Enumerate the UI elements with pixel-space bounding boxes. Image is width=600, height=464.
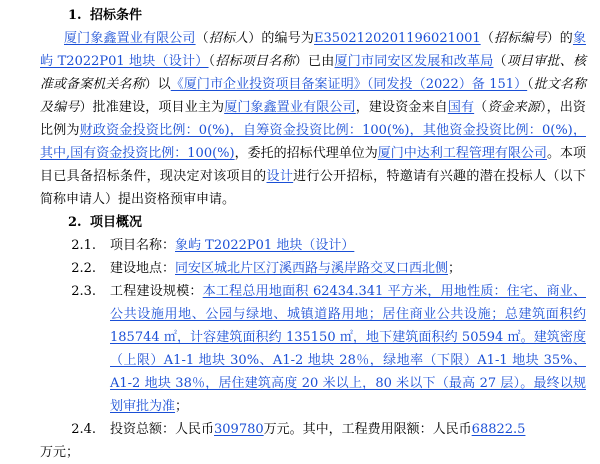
- paragraph-text: ）的编号为: [248, 31, 315, 46]
- paragraph-text: （: [527, 77, 534, 92]
- item-label: 建设地点：: [110, 261, 176, 276]
- paragraph-text: ，建设资金来自: [355, 100, 448, 115]
- item-number: 2.4.: [71, 422, 96, 437]
- scale-value: 本工程总用地面积 62434.341 平方米，用地性质：住宅、商业、公共设施用地、公园与绿地、城镇道路用地；居住商业公共设施；总建筑面积约 185744 ㎡，计容建筑面积约 135150 ㎡，地下建筑面积约 50594 ㎡。建筑密度（上限）A1-1 地块 30%、A1-2 地块 28％，绿地率（下限）A1-1 地块 35%、A1-2 地块 38％，居住建筑高度 20 米以上，80 米以下（最高 27 层）。最终以规划审批为准: [110, 284, 586, 414]
- field-caption: 资金来源: [487, 100, 540, 115]
- paragraph-text: （: [480, 31, 494, 46]
- paragraph-text: 进行公开招标，特邀请有兴趣的潜在投标人（以下简称申请人）提出资格预审申请。: [40, 169, 586, 207]
- paragraph-text: ）批准建设，项目业主为: [79, 100, 225, 115]
- filled-field: 设计: [266, 169, 294, 184]
- paragraph-text: （: [195, 31, 209, 46]
- total-investment-value: 309780: [214, 422, 264, 437]
- item-2-4-continuation: 万元；: [40, 445, 80, 460]
- item-2-1: [40, 234, 586, 257]
- section-2-heading: [68, 211, 586, 234]
- section-2-title: 项目概况: [90, 215, 143, 230]
- engineering-cost-value: 68822.5: [471, 422, 526, 437]
- paragraph-text: ）的: [546, 31, 573, 46]
- field-caption: 批文名称及编号: [40, 77, 586, 115]
- item-2-2: 2.2. 建设地点：同安区城北片区汀溪西路与溪岸路交叉口西北侧；: [40, 257, 586, 280]
- item-2-4: 2.4. 投资总额：人民币309780万元。其中，工程费用限额：人民币68822.5: [40, 418, 586, 441]
- paragraph-text: ）已由: [294, 54, 335, 69]
- section-1-number: 1.: [68, 8, 82, 23]
- field-caption: 项目审批、核准或备案机关名称: [40, 54, 586, 92]
- paragraph-text: （: [493, 54, 507, 69]
- item-label: 工程建设规模：: [110, 284, 203, 299]
- filled-field: 厦门象鑫置业有限公司: [64, 31, 196, 46]
- filled-field: 《厦门市企业投资项目备案证明》（同发投（2022）备 151）: [170, 77, 528, 92]
- item-2-3: 2.3. 工程建设规模：本工程总用地面积 62434.341 平方米，用地性质：住宅、商业、公共设施用地、公园与绿地、城镇道路用地；居住商业公共设施；总建筑面积约 185744 ㎡，计容建筑面积约 135150 ㎡，地下建筑面积约 50594 ㎡。建筑密度（上限）A1-1 地块 30%、A1-2 地块 28％，绿地率（下限）A1-1 地块 35%、A1-2 地块 38％，居住建筑高度 20 米以上，80 米以下（最高 27 层）。最终以规划审批为准；: [40, 280, 586, 418]
- field-caption: 招标编号: [494, 31, 547, 46]
- location-value: 同安区城北片区汀溪西路与溪岸路交叉口西北侧: [175, 261, 449, 276]
- item-number: 2.3.: [71, 284, 96, 299]
- paragraph-text: ）以: [144, 77, 171, 92]
- item-number: 2.2.: [71, 261, 96, 276]
- filled-field: 财政资金投资比例：0(%)，自筹资金投资比例：100(%)，其他资金投资比例：0(%)，其中,国有资金投资比例：100(%): [40, 123, 586, 161]
- paragraph-text: （: [474, 100, 488, 115]
- filled-field: 厦门市同安区发展和改革局: [334, 54, 494, 69]
- filled-field: E3502120201196021001: [314, 31, 481, 46]
- section-2-number: 2.: [68, 215, 82, 230]
- filled-field: 象屿 T2022P01 地块（设计）: [40, 31, 586, 69]
- item-number: 2.1.: [71, 238, 96, 253]
- section-1-title: 招标条件: [90, 8, 143, 23]
- paragraph-text: 。本项目已具备招标条件，现决定对该项目的: [40, 146, 586, 184]
- filled-field: 厦门象鑫置业有限公司: [224, 100, 356, 115]
- section-1-paragraph: [40, 27, 586, 211]
- section-1-heading: [68, 4, 586, 27]
- filled-field: 厦门中达利工程管理有限公司: [377, 146, 547, 161]
- paragraph-text: ），出资比例为: [40, 100, 586, 138]
- item-label: 项目名称：: [110, 238, 176, 253]
- field-caption: 招标项目名称: [215, 54, 295, 69]
- paragraph-text: ，委托的招标代理单位为: [234, 146, 378, 161]
- project-name-value: 象屿 T2022P01 地块（设计）: [175, 238, 355, 253]
- paragraph-text: （: [208, 54, 216, 69]
- field-caption: 招标人: [208, 31, 249, 46]
- filled-field: 国有: [447, 100, 475, 115]
